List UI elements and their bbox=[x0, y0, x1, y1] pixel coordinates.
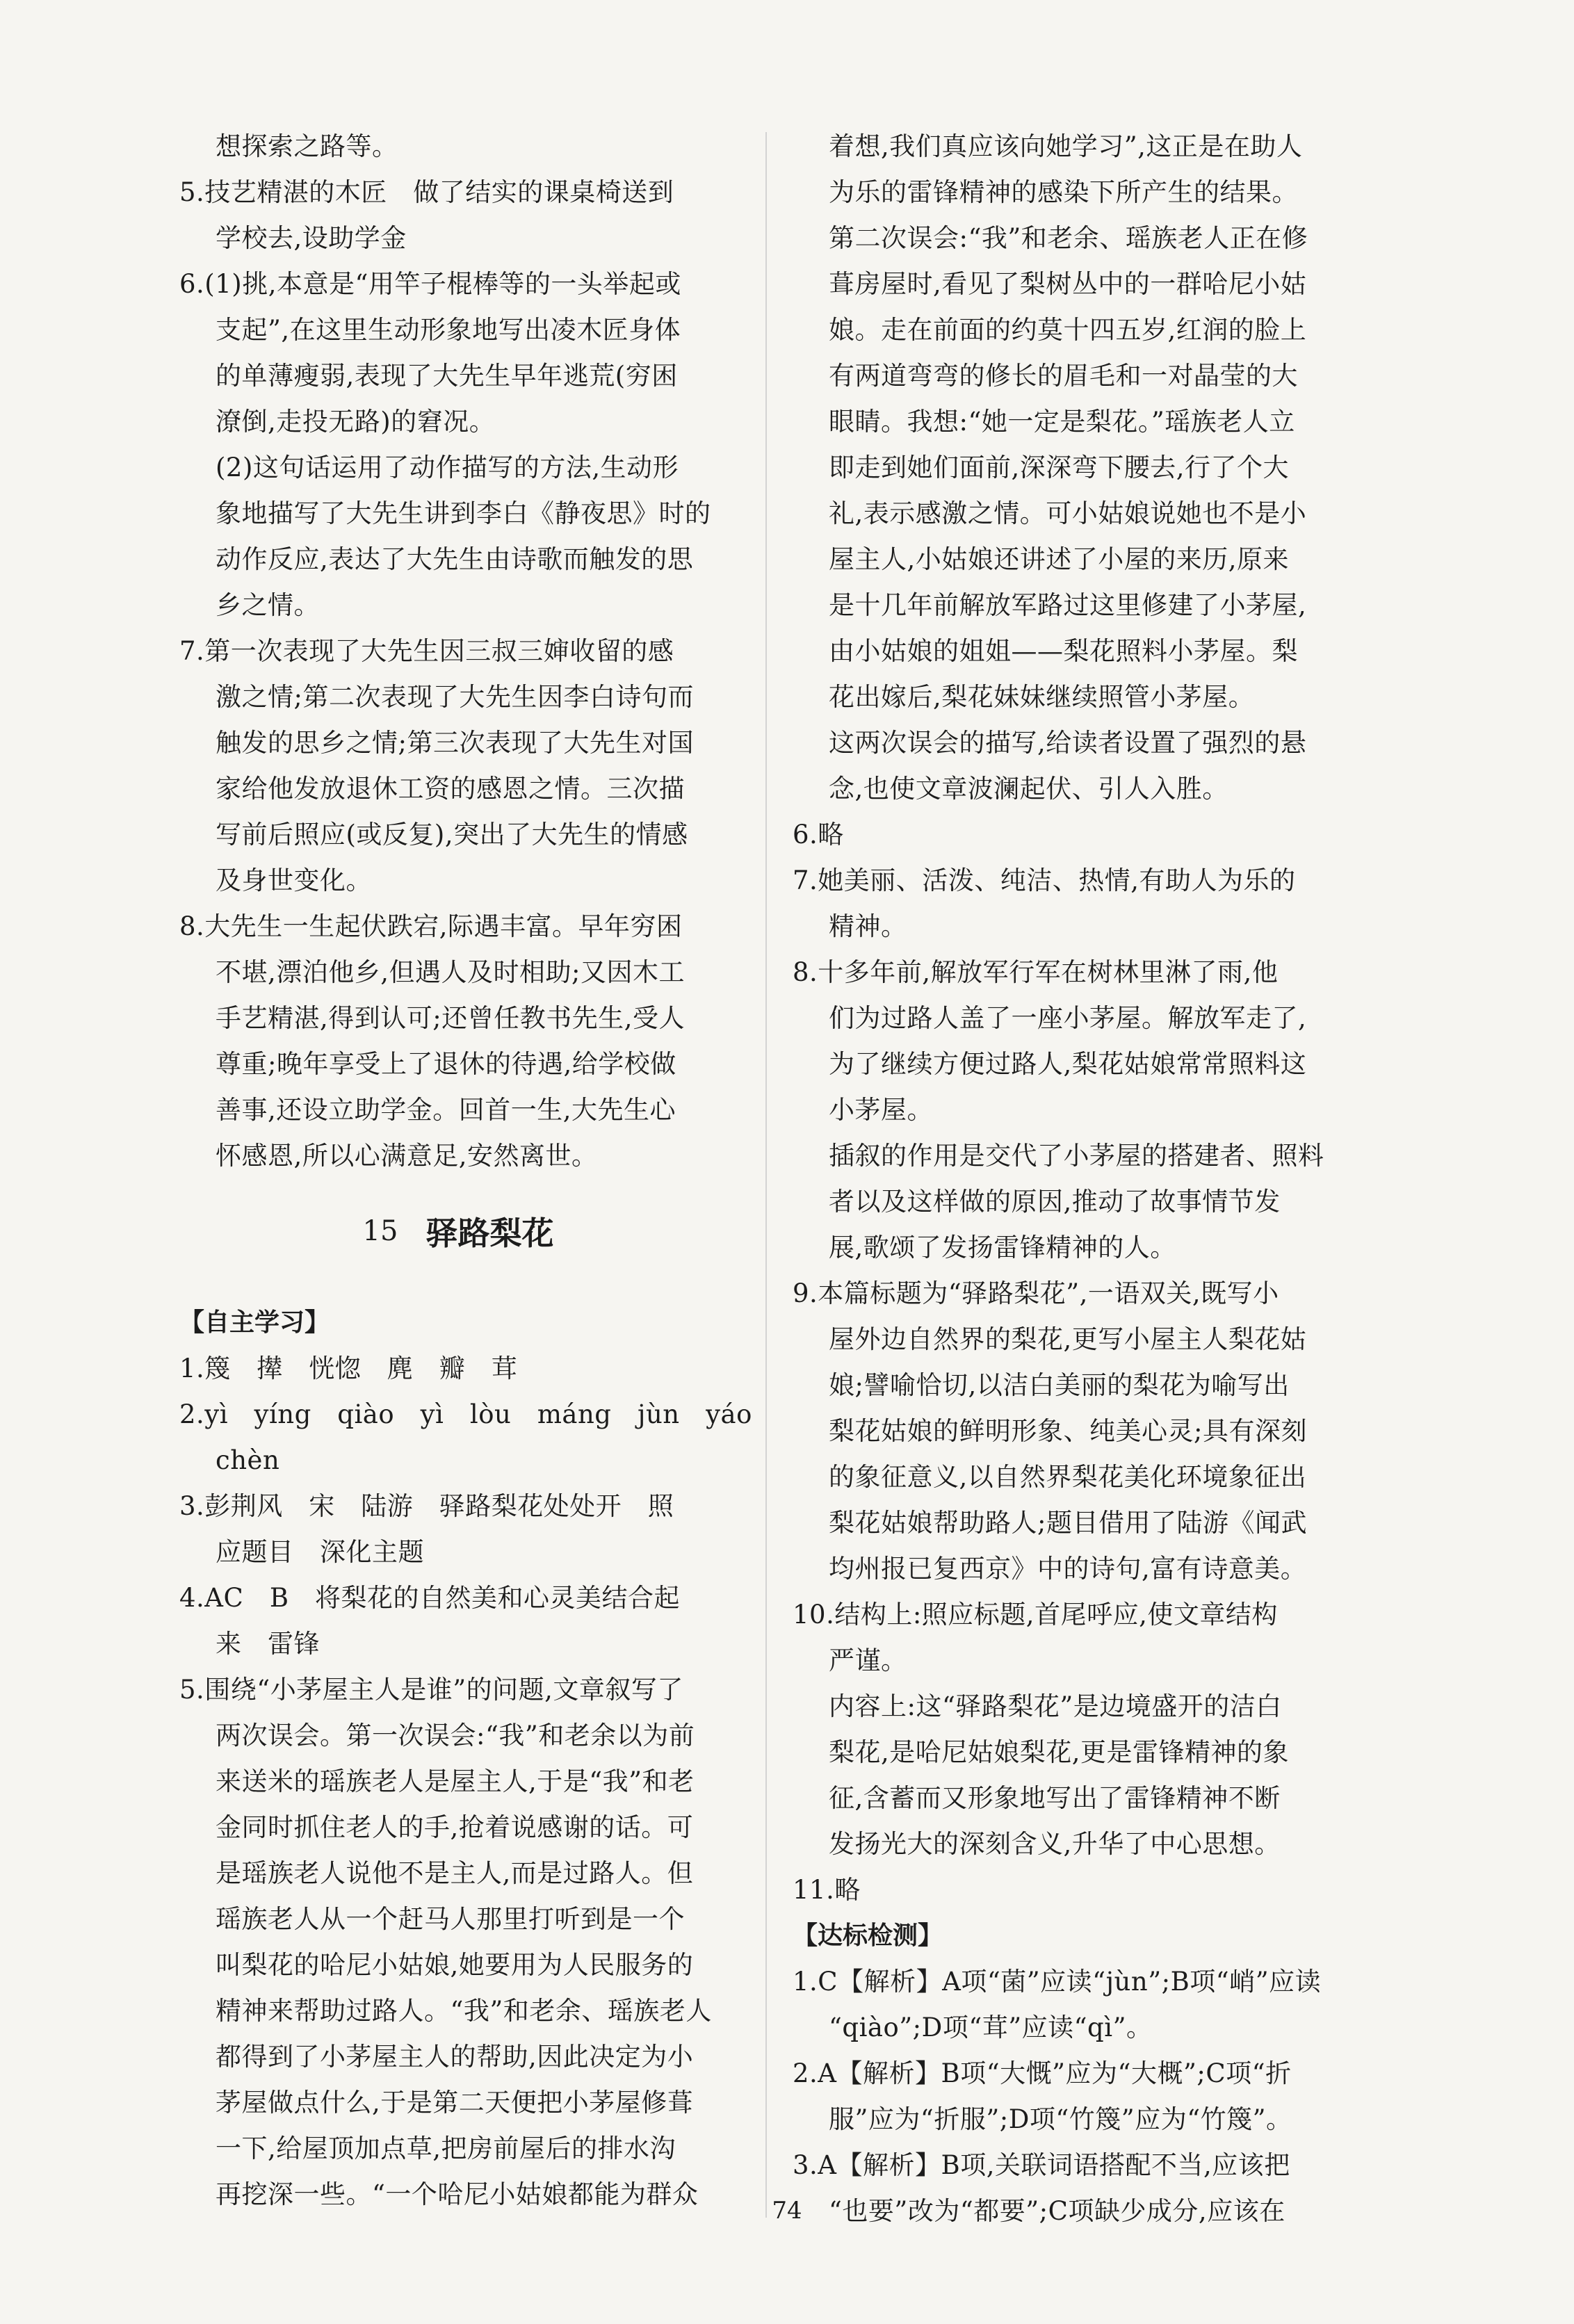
text-line: 应题目 深化主题 bbox=[216, 1537, 424, 1567]
text-line: 为乐的雷锋精神的感染下所产生的结果。 bbox=[829, 177, 1298, 207]
text-line: 5.围绕“小茅屋主人是谁”的问题,文章叙写了 bbox=[179, 1675, 683, 1705]
text-line: 手艺精湛,得到认可;还曾任教书先生,受人 bbox=[216, 1003, 685, 1033]
text-line: 征,含蓄而又形象地写出了雷锋精神不断 bbox=[829, 1783, 1281, 1813]
text-line: 3.彭荆风 宋 陆游 驿路梨花处处开 照 bbox=[179, 1491, 674, 1521]
text-line: 瑶族老人从一个赶马人那里打听到是一个 bbox=[216, 1904, 685, 1934]
text-line: 梨花姑娘的鲜明形象、纯美心灵;具有深刻 bbox=[829, 1416, 1307, 1446]
text-line: 梨花姑娘帮助路人;题目借用了陆游《闻武 bbox=[829, 1508, 1307, 1538]
text-line: 来送米的瑶族老人是屋主人,于是“我”和老 bbox=[216, 1766, 695, 1796]
text-line: 乡之情。 bbox=[216, 590, 320, 620]
text-line: 插叙的作用是交代了小茅屋的搭建者、照料 bbox=[829, 1141, 1324, 1171]
text-line: 金同时抓住老人的手,抢着说感谢的话。可 bbox=[216, 1812, 694, 1842]
text-line: 6.略 bbox=[793, 820, 844, 850]
text-line: 由小姑娘的姐姐——梨花照料小茅屋。梨 bbox=[829, 636, 1298, 666]
text-line: 即走到她们面前,深深弯下腰去,行了个大 bbox=[829, 453, 1290, 482]
text-line: 是瑶族老人说他不是主人,而是过路人。但 bbox=[216, 1858, 694, 1888]
text-line: 善事,还设立助学金。回首一生,大先生心 bbox=[216, 1095, 676, 1125]
text-line: chèn bbox=[216, 1445, 280, 1475]
text-line: 是十几年前解放军路过这里修建了小茅屋, bbox=[829, 590, 1307, 620]
right-answer-block bbox=[793, 124, 1363, 1913]
text-line: 7.第一次表现了大先生因三叔三婶收留的感 bbox=[179, 636, 674, 666]
text-line: 3.A【解析】B项,关联词语搭配不当,应该把 bbox=[793, 2150, 1290, 2180]
text-line: 都得到了小茅屋主人的帮助,因此决定为小 bbox=[216, 2042, 694, 2072]
left-column bbox=[179, 124, 752, 2218]
text-line: 家给他发放退休工资的感恩之情。三次描 bbox=[216, 774, 685, 804]
text-line: 不堪,漂泊他乡,但遇人及时相助;又因木工 bbox=[216, 957, 685, 987]
text-line: 娘。走在前面的约莫十四五岁,红润的脸上 bbox=[829, 315, 1307, 345]
text-line: 1.篾 撵 恍惚 麂 瓣 茸 bbox=[179, 1354, 518, 1383]
text-line: 的单薄瘦弱,表现了大先生早年逃荒(穷困 bbox=[216, 361, 678, 391]
text-line: 2.yì yíng qiào yì lòu máng jùn yáo bbox=[179, 1399, 752, 1429]
text-line: 均州报已复西京》中的诗句,富有诗意美。 bbox=[829, 1554, 1307, 1584]
text-line: 6.(1)挑,本意是“用竿子棍棒等的一头举起或 bbox=[179, 269, 681, 299]
text-line: 服”应为“折服”;D项“竹篾”应为“竹篾”。 bbox=[829, 2104, 1292, 2134]
text-line: 怀感恩,所以心满意足,安然离世。 bbox=[216, 1141, 598, 1171]
text-line: 7.她美丽、活泼、纯洁、热情,有助人为乐的 bbox=[793, 866, 1296, 895]
text-line: 两次误会。第一次误会:“我”和老余以为前 bbox=[216, 1721, 695, 1750]
page-number: 74 bbox=[772, 2197, 802, 2225]
text-line: “也要”改为“都要”;C项缺少成分,应该在 bbox=[829, 2196, 1285, 2226]
text-line: 象地描写了大先生讲到李白《静夜思》时的 bbox=[216, 498, 711, 528]
text-line: 8.十多年前,解放军行军在树林里淋了雨,他 bbox=[793, 957, 1279, 987]
section-heading-self-study: 【自主学习】 bbox=[179, 1308, 330, 1337]
text-line: 再挖深一些。“一个哈尼小姑娘都能为群众 bbox=[216, 2179, 699, 2209]
right-column bbox=[793, 124, 1363, 2234]
text-line: 们为过路人盖了一座小茅屋。解放军走了, bbox=[829, 1003, 1307, 1033]
text-line: 礼,表示感激之情。可小姑娘说她也不是小 bbox=[829, 498, 1307, 528]
text-line: (2)这句话运用了动作描写的方法,生动形 bbox=[216, 453, 679, 482]
text-line: 的象征意义,以自然界梨花美化环境象征出 bbox=[829, 1462, 1307, 1492]
text-line: 小茅屋。 bbox=[829, 1095, 933, 1125]
text-line: 精神。 bbox=[829, 911, 907, 941]
section-heading-test: 【达标检测】 bbox=[793, 1921, 943, 1950]
text-line: 梨花,是哈尼姑娘梨花,更是雷锋精神的象 bbox=[829, 1737, 1290, 1767]
text-line: 屋外边自然界的梨花,更写小屋主人梨花姑 bbox=[829, 1324, 1307, 1354]
text-line: 有两道弯弯的修长的眉毛和一对晶莹的大 bbox=[829, 361, 1298, 391]
text-line: 1.C【解析】A项“菌”应读“jùn”;B项“峭”应读 bbox=[793, 1967, 1322, 1997]
text-line: 内容上:这“驿路梨花”是边境盛开的洁白 bbox=[829, 1691, 1282, 1721]
text-line: 眼睛。我想:“她一定是梨花。”瑶族老人立 bbox=[829, 407, 1295, 437]
text-line: 屋主人,小姑娘还讲述了小屋的来历,原来 bbox=[829, 544, 1290, 574]
text-line: 尊重;晚年享受上了退休的待遇,给学校做 bbox=[216, 1049, 676, 1079]
text-line: 葺房屋时,看见了梨树丛中的一群哈尼小姑 bbox=[829, 269, 1307, 299]
text-line: 念,也使文章波澜起伏、引人入胜。 bbox=[829, 774, 1228, 804]
text-line: 者以及这样做的原因,推动了故事情节发 bbox=[829, 1187, 1281, 1217]
text-line: 2.A【解析】B项“大慨”应为“大概”;C项“折 bbox=[793, 2058, 1292, 2088]
lesson-title: 驿路梨花 bbox=[425, 1214, 554, 1252]
text-line: 写前后照应(或反复),突出了大先生的情感 bbox=[216, 820, 688, 850]
text-line: 4.AC B 将梨花的自然美和心灵美结合起 bbox=[179, 1583, 681, 1613]
text-line: 发扬光大的深刻含义,升华了中心思想。 bbox=[829, 1829, 1281, 1859]
text-line: 想探索之路等。 bbox=[216, 131, 398, 161]
text-line: 为了继续方便过路人,梨花姑娘常常照料这 bbox=[829, 1049, 1307, 1079]
text-line: 这两次误会的描写,给读者设置了强烈的悬 bbox=[829, 728, 1307, 758]
text-line: 11.略 bbox=[793, 1875, 861, 1905]
text-line: 展,歌颂了发扬雷锋精神的人。 bbox=[829, 1233, 1176, 1262]
text-line: 着想,我们真应该向她学习”,这正是在助人 bbox=[829, 131, 1303, 161]
text-line: 9.本篇标题为“驿路梨花”,一语双关,既写小 bbox=[793, 1278, 1279, 1308]
text-line: 动作反应,表达了大先生由诗歌而触发的思 bbox=[216, 544, 694, 574]
text-line: 娘;譬喻恰切,以洁白美丽的梨花为喻写出 bbox=[829, 1370, 1290, 1400]
text-line: 支起”,在这里生动形象地写出凌木匠身体 bbox=[216, 315, 681, 345]
left-answer-block bbox=[179, 124, 737, 1179]
text-line: 来 雷锋 bbox=[216, 1629, 320, 1659]
text-line: 激之情;第二次表现了大先生因李白诗句而 bbox=[216, 682, 694, 712]
text-line: 严谨。 bbox=[829, 1646, 907, 1675]
lesson-heading bbox=[179, 1179, 737, 1283]
text-line: 花出嫁后,梨花妹妹继续照管小茅屋。 bbox=[829, 682, 1255, 712]
text-line: 5.技艺精湛的木匠 做了结实的课桌椅送到 bbox=[179, 177, 674, 207]
text-line: 一下,给屋顶加点草,把房前屋后的排水沟 bbox=[216, 2134, 676, 2163]
text-line: 及身世变化。 bbox=[216, 866, 372, 895]
text-line: 茅屋做点什么,于是第二天便把小茅屋修葺 bbox=[216, 2088, 694, 2118]
lesson-number: 15 bbox=[362, 1215, 398, 1247]
text-line: 8.大先生一生起伏跌宕,际遇丰富。早年穷困 bbox=[179, 911, 683, 941]
text-line: 潦倒,走投无路)的窘况。 bbox=[216, 407, 496, 437]
text-line: “qiào”;D项“茸”应读“qì”。 bbox=[829, 2013, 1153, 2042]
text-line: 精神来帮助过路人。“我”和老余、瑶族老人 bbox=[216, 1996, 712, 2026]
column-divider bbox=[765, 132, 767, 2218]
self-study-answers bbox=[179, 1346, 752, 2218]
text-line: 10.结构上:照应标题,首尾呼应,使文章结构 bbox=[793, 1600, 1278, 1630]
text-line: 叫梨花的哈尼小姑娘,她要用为人民服务的 bbox=[216, 1950, 694, 1980]
text-line: 触发的思乡之情;第三次表现了大先生对国 bbox=[216, 728, 694, 758]
text-line: 第二次误会:“我”和老余、瑶族老人正在修 bbox=[829, 223, 1308, 253]
test-answers bbox=[793, 1959, 1363, 2234]
text-line: 学校去,设助学金 bbox=[216, 223, 407, 253]
